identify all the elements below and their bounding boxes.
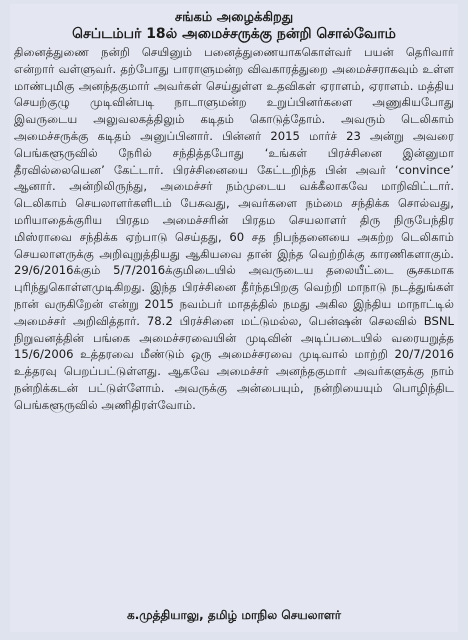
notice-heading: சங்கம் அழைக்கிறது <box>174 10 294 25</box>
notice-body: தினைத்துணை நன்றி செயினும் பனைத்துணையாககொள்வர் பயன் தெரிவார் என்றார் வள்ளுவர். தற்போது பாராளுமன்ற விவகாரத்துறை அமைச்சராகவும் உள்ள மாண்புமிகு அனந்தகுமார் அவர்கள் செய்துள்ள உதவிகள் ஏராளம், ஏராளம். மத்திய செயற்குழு முடிவின்படி நாடாளுமன்ற உறுப்பினர்களை அணுகியபோது இவருடைய அலுவலகத்திலும் கடிதம் கொடுத்தோம். அவரும் டெலிகாம் அமைச்சருக்கு கடிதம் அனுப்பினார். பின்னர் 2015 மார்ச் 23 அன்று அவரை பெங்களூருவில் நேரில் சந்தித்தபோது ‘உங்கள் பிரச்சினை இன்னுமா தீரவில்லையென’ கேட்டார். பிரச்சினையை கேட்டறிந்த பின் அவர் ‘convince’ ஆனார். அன்றிலிருந்து, அமைச்சர் நம்முடைய வக்கீலாகவே மாறிவிட்டார். டெலிகாம் செயலாளர்களிடம் பேசுவது, அவர்களை நம்மை சந்திக்க சொல்வது, மரியாதைக்குரிய பிரதம அமைச்சரின் பிரதம செயலாளர் திரு நிருபேந்திர மிஸ்ராவை சந்திக்க ஏற்பாடு செய்தது, 60 சத நிபந்தனையை அகற்ற டெலிகாம் செயலாளருக்கு அறிவுறுத்தியது ஆகியவை தான் இந்த வெற்றிக்கு காரணிகளாகும். 29/6/2016க்கும் 5/7/2016க்குமிடையில் அவருடைய தலையீட்டை சூசகமாக புரிந்துகொள்ளமுடிகிறது. இந்த பிரச்சினை தீர்ந்தபிறகு வெற்றி மாநாடு நடத்துங்கள் நான் வருகிறேன் என்று 2015 நவம்பர் மாதத்தில் நமது அகில இந்திய மாநாட்டில் அமைச்சர் அறிவித்தார். 78.2 பிரச்சினை மட்டுமல்ல, பென்ஷன் செலவில் BSNL நிறுவனத்தின் பங்கை அமைச்சரவையின் முடிவின் அடிப்படையில் வரையறுத்த 15/6/2006 உத்தரவை மீண்டும் ஒரு அமைச்சரவை முடிவால் மாற்றி 20/7/2016 உத்தரவு பெறப்பட்டுள்ளது. ஆகவே அமைச்சர் அனந்தகுமார் அவர்களுக்கு நாம் நன்றிக்கடன் பட்டுள்ளோம். அவருக்கு அன்பையும், நன்றியையும் பொழிந்திட பெங்களூருவில் அணிதிரள்வோம். <box>14 45 454 412</box>
notice-signature: க.முத்தியாலு, தமிழ் மாநில செயலாளர் <box>127 608 341 622</box>
notice-sheet <box>10 4 458 632</box>
notice-subheading: செப்டம்பர் 18ல் அமைச்சருக்கு நன்றி சொல்வோம் <box>72 26 396 42</box>
